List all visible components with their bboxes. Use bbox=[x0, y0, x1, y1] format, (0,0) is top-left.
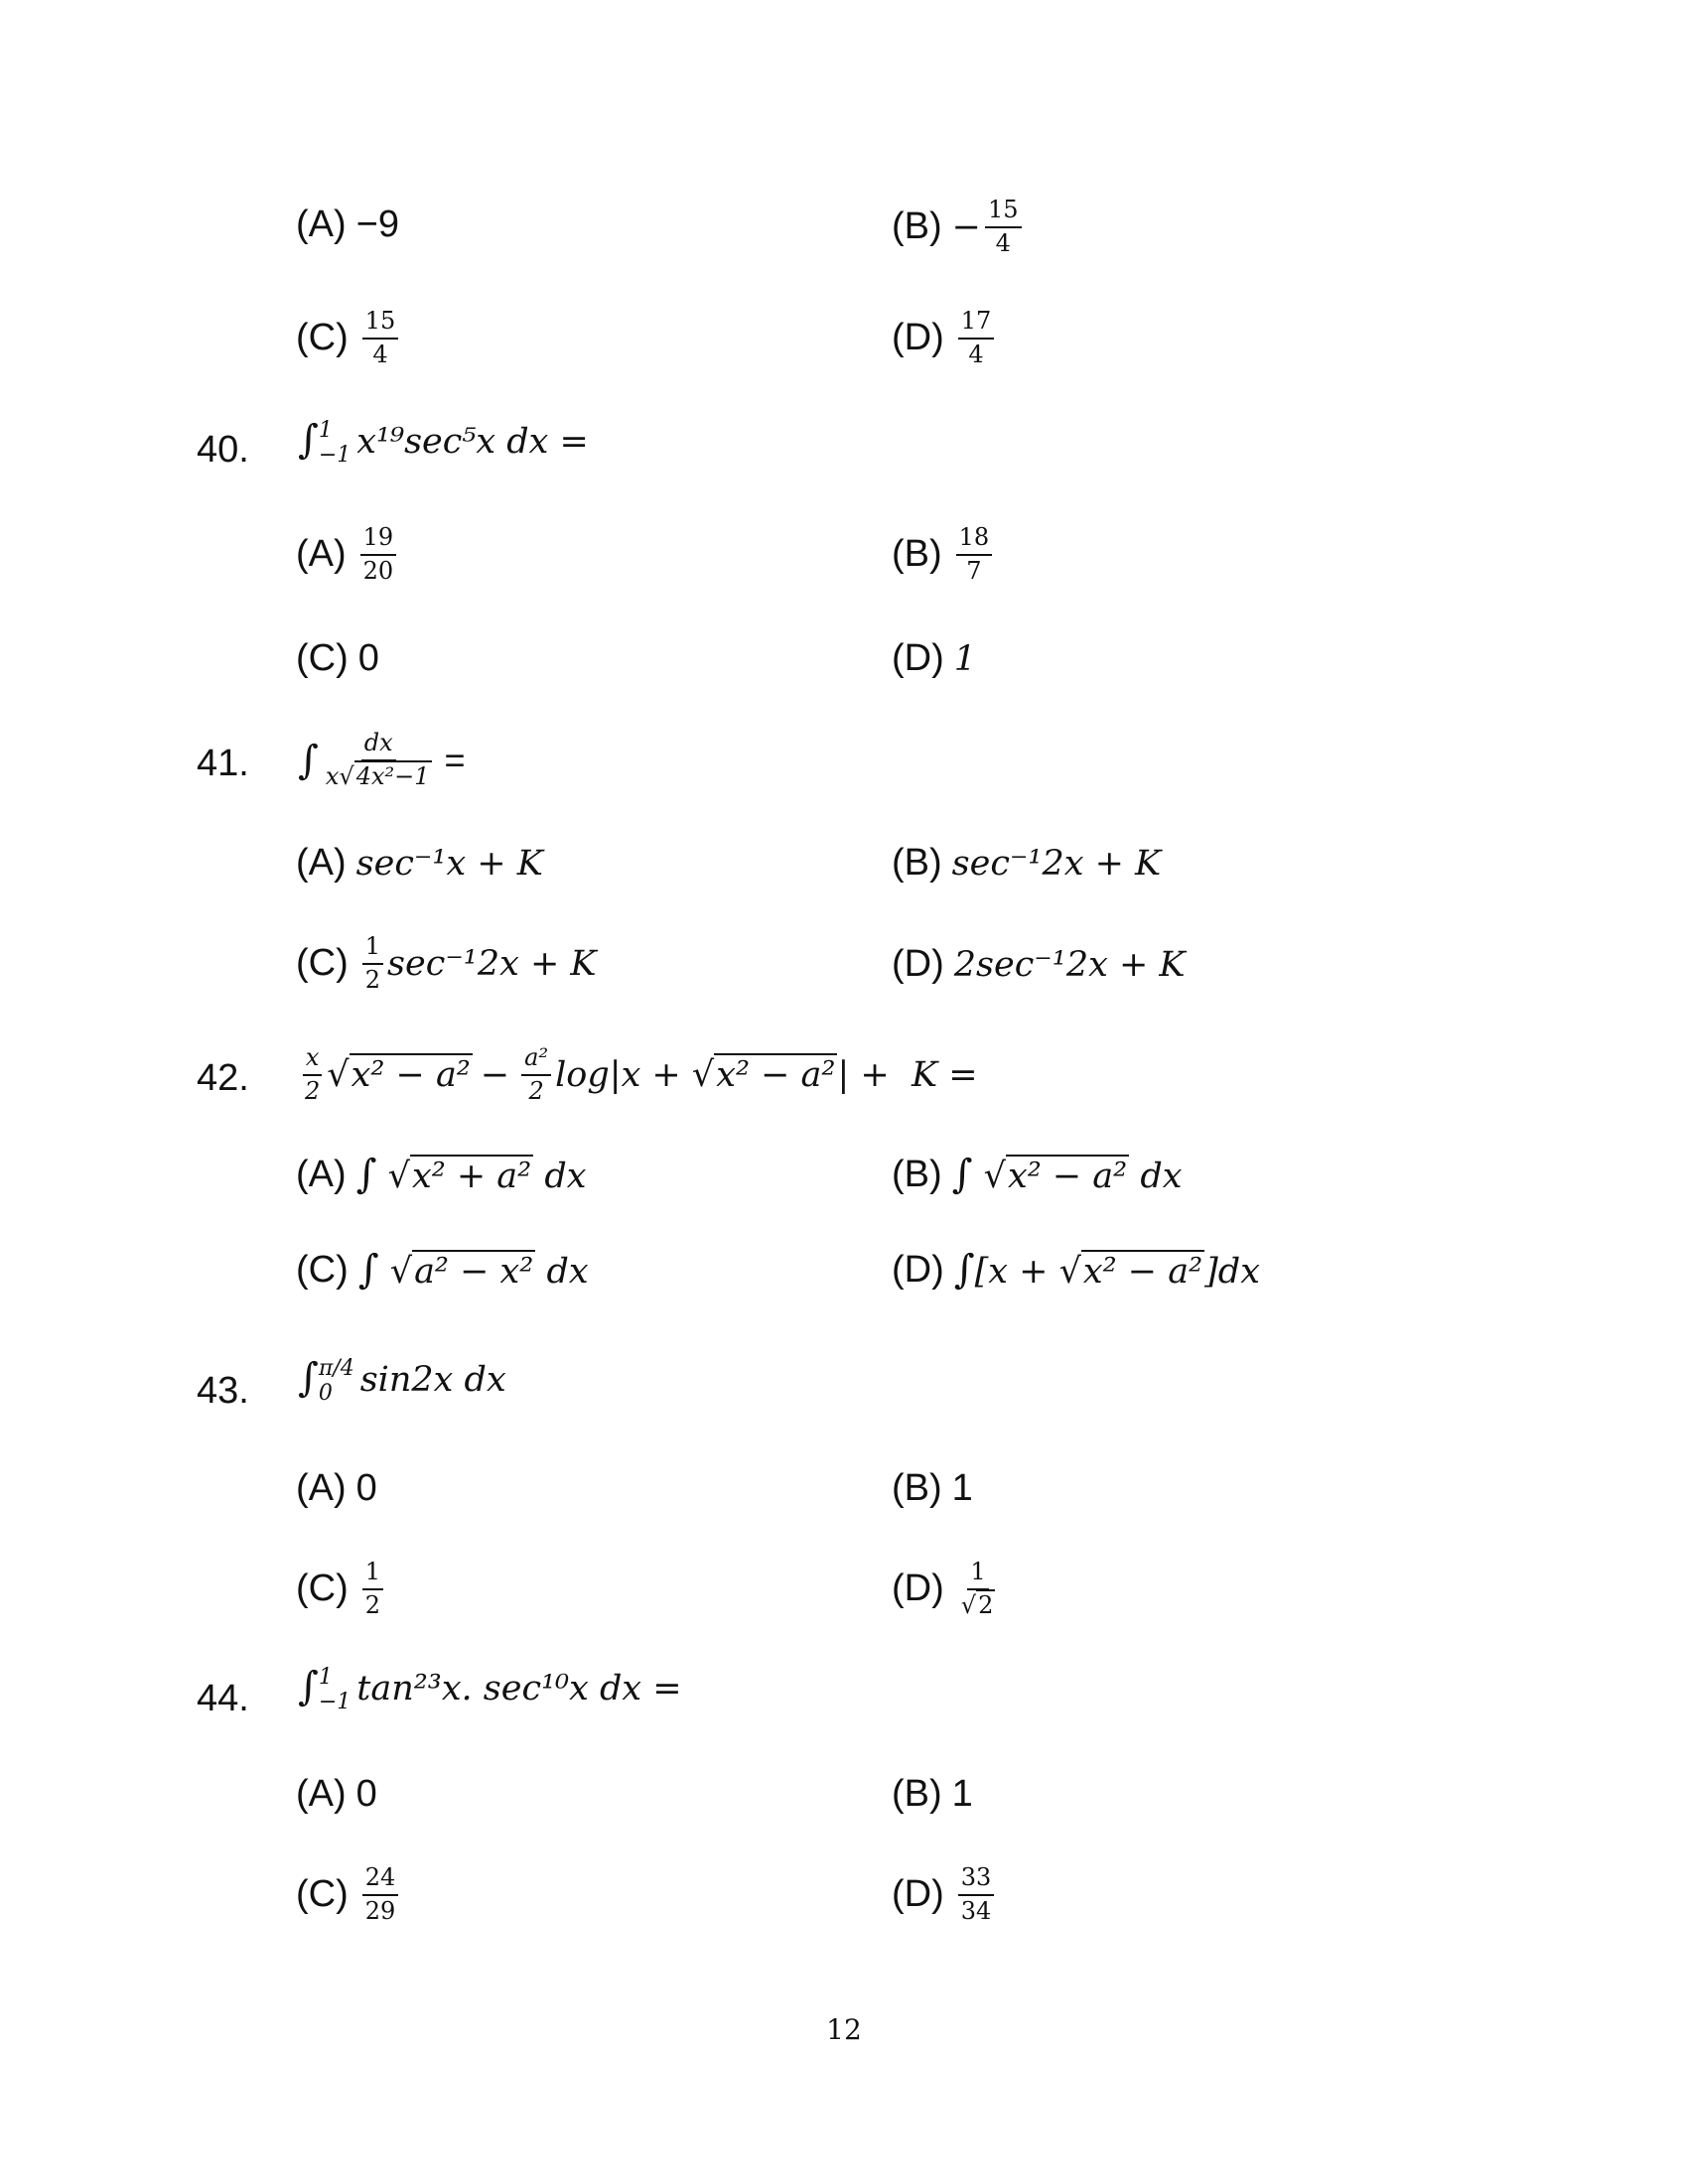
integral-sign-icon: ∫ bbox=[357, 1247, 379, 1293]
denominator: 2 bbox=[528, 1076, 544, 1105]
option-40-d bbox=[892, 637, 976, 680]
option-value: sec⁻¹2x + K bbox=[387, 943, 597, 984]
fraction bbox=[360, 524, 397, 585]
numerator: dx bbox=[361, 730, 396, 761]
radicand: 2 bbox=[978, 1590, 994, 1619]
numerator: 33 bbox=[958, 1864, 995, 1896]
log-term: log|x + bbox=[555, 1054, 692, 1095]
option-40-a bbox=[296, 524, 400, 585]
option-value: 1 bbox=[951, 1773, 973, 1815]
integrand: sin2x dx bbox=[359, 1360, 506, 1400]
option-value: sec⁻¹2x + K bbox=[951, 843, 1162, 884]
denominator: 7 bbox=[966, 556, 982, 585]
lower-limit: −1 bbox=[318, 442, 352, 468]
differential: ]dx bbox=[1204, 1252, 1260, 1292]
denominator: 29 bbox=[364, 1896, 396, 1925]
fraction bbox=[958, 308, 995, 368]
question-expression bbox=[298, 417, 589, 468]
option-label: (C) bbox=[296, 1873, 349, 1916]
option-39-b bbox=[892, 197, 1026, 257]
option-value: 0 bbox=[355, 1467, 377, 1509]
option-label: (B) bbox=[892, 1773, 942, 1815]
page-number: 12 bbox=[826, 2013, 862, 2046]
option-39-d bbox=[892, 308, 998, 368]
integrand: tan²³x. sec¹⁰x dx = bbox=[356, 1669, 682, 1708]
question-expression bbox=[298, 1664, 682, 1714]
numerator: x bbox=[303, 1044, 323, 1076]
integral-sign-icon: ∫ bbox=[355, 1152, 377, 1197]
integral-sign-icon: ∫ bbox=[298, 1664, 319, 1709]
integrand: x¹⁹sec⁵x dx = bbox=[356, 422, 589, 462]
differential: dx bbox=[546, 1252, 589, 1292]
minus-sign: − bbox=[480, 1054, 510, 1095]
denominator-prefix: x bbox=[325, 761, 340, 790]
minus-sign: − bbox=[951, 206, 981, 247]
fraction bbox=[302, 1044, 323, 1105]
option-value: −9 bbox=[355, 204, 399, 245]
option-40-b bbox=[892, 524, 996, 585]
integral-limits bbox=[319, 419, 351, 467]
option-label: (B) bbox=[892, 1467, 942, 1509]
option-label: (D) bbox=[892, 943, 944, 985]
denominator: 4 bbox=[995, 228, 1011, 257]
denominator: √2 bbox=[960, 1590, 994, 1619]
question-number: 40. bbox=[197, 429, 249, 471]
radicand: x² − a² bbox=[716, 1054, 836, 1095]
option-label: (C) bbox=[296, 1568, 349, 1610]
fraction bbox=[956, 524, 993, 585]
option-label: (B) bbox=[892, 1153, 942, 1195]
expression-tail: | + K = bbox=[837, 1054, 978, 1095]
radical bbox=[354, 763, 432, 791]
option-value: 2sec⁻¹2x + K bbox=[953, 944, 1186, 985]
integral-limits bbox=[319, 1357, 354, 1405]
integral-sign-icon: ∫ bbox=[298, 737, 319, 783]
radicand: x² − a² bbox=[1082, 1252, 1203, 1292]
fraction bbox=[362, 1559, 383, 1619]
radicand: 4x²−1 bbox=[355, 761, 430, 790]
option-43-b bbox=[892, 1467, 973, 1510]
fraction bbox=[362, 1864, 399, 1925]
numerator: 15 bbox=[985, 197, 1022, 228]
upper-limit: π/4 bbox=[318, 1356, 354, 1382]
option-label: (D) bbox=[892, 1248, 944, 1291]
question-expression bbox=[298, 730, 466, 790]
integral-sign-icon: ∫ bbox=[951, 1152, 973, 1197]
radical bbox=[410, 1157, 533, 1196]
option-label: (C) bbox=[296, 942, 349, 985]
option-39-c bbox=[296, 308, 402, 368]
option-label: (A) bbox=[296, 842, 347, 884]
option-label: (C) bbox=[296, 317, 349, 359]
option-label: (D) bbox=[892, 637, 944, 679]
question-number: 44. bbox=[197, 1678, 249, 1719]
option-label: (D) bbox=[892, 1873, 944, 1916]
denominator: 4 bbox=[372, 340, 388, 368]
numerator: 1 bbox=[967, 1559, 988, 1590]
integral-sign-icon: ∫ bbox=[298, 1355, 319, 1401]
question-number: 41. bbox=[197, 743, 249, 784]
radicand: a² − x² bbox=[414, 1252, 534, 1292]
option-42-c: (C) ∫ √a² − x² dx bbox=[296, 1247, 589, 1293]
option-41-c bbox=[296, 933, 597, 994]
option-41-d bbox=[892, 943, 1186, 986]
option-label: (C) bbox=[296, 637, 349, 679]
upper-limit: 1 bbox=[318, 418, 333, 444]
fraction bbox=[362, 933, 383, 994]
denominator: x√4x²−1 bbox=[325, 761, 430, 790]
option-44-b bbox=[892, 1773, 973, 1816]
option-label: (D) bbox=[892, 1568, 944, 1610]
option-label: (C) bbox=[296, 1248, 349, 1291]
radical bbox=[412, 1252, 535, 1292]
denominator: 2 bbox=[305, 1076, 321, 1105]
option-label: (B) bbox=[892, 533, 942, 576]
option-44-d bbox=[892, 1864, 998, 1925]
integral-limits bbox=[319, 1666, 351, 1713]
option-label: (D) bbox=[892, 317, 944, 359]
option-label: (A) bbox=[296, 204, 347, 245]
radicand: x² − a² bbox=[351, 1054, 471, 1095]
radicand: x² + a² bbox=[411, 1157, 532, 1196]
option-label: (B) bbox=[892, 205, 942, 248]
option-label: (A) bbox=[296, 1467, 347, 1509]
option-43-c bbox=[296, 1559, 387, 1619]
denominator: 2 bbox=[364, 1590, 381, 1619]
option-43-d bbox=[892, 1559, 1002, 1619]
fraction bbox=[521, 1044, 551, 1105]
option-44-c bbox=[296, 1864, 402, 1925]
denominator: 20 bbox=[362, 556, 394, 585]
numerator: 19 bbox=[360, 524, 397, 556]
radical bbox=[1081, 1252, 1204, 1292]
upper-limit: 1 bbox=[318, 1665, 333, 1691]
numerator: 1 bbox=[362, 933, 383, 965]
radical bbox=[350, 1055, 473, 1095]
option-label: (A) bbox=[296, 1773, 347, 1815]
option-39-a bbox=[296, 204, 399, 246]
integral-sign-icon: ∫ bbox=[953, 1247, 975, 1293]
question-expression bbox=[298, 1355, 506, 1406]
fraction bbox=[958, 1559, 999, 1619]
option-41-b bbox=[892, 842, 1161, 885]
option-42-d: (D) ∫[x + √x² − a²]dx bbox=[892, 1247, 1260, 1293]
option-value: 1 bbox=[951, 1467, 973, 1509]
differential: dx bbox=[544, 1157, 587, 1196]
numerator: 1 bbox=[362, 1559, 383, 1590]
differential: dx bbox=[1140, 1157, 1183, 1196]
lower-limit: 0 bbox=[318, 1380, 333, 1406]
integral-sign-icon: ∫ bbox=[298, 417, 319, 463]
numerator: a² bbox=[521, 1044, 551, 1076]
denominator: 2 bbox=[364, 965, 381, 994]
radicand: x² − a² bbox=[1007, 1157, 1128, 1196]
fraction bbox=[362, 308, 399, 368]
lower-limit: −1 bbox=[318, 1689, 352, 1714]
option-41-a bbox=[296, 842, 543, 885]
option-value: 0 bbox=[357, 637, 379, 679]
question-expression: $\frac{x}{2}$ √ x² − a² − $\frac{\text{a²}}{2}$ log|x + √ x² − a² | + K = bbox=[298, 1044, 978, 1105]
option-value: sec⁻¹x + K bbox=[355, 843, 543, 884]
question-number: 43. bbox=[197, 1370, 249, 1412]
option-42-b: (B) ∫ √x² − a² dx bbox=[892, 1152, 1183, 1197]
numerator: 24 bbox=[362, 1864, 399, 1896]
option-43-a bbox=[296, 1467, 377, 1510]
bracket-open: [x + bbox=[974, 1252, 1059, 1292]
fraction bbox=[958, 1864, 995, 1925]
numerator: 15 bbox=[362, 308, 399, 340]
option-label: (A) bbox=[296, 1153, 347, 1195]
denominator: 4 bbox=[968, 340, 984, 368]
option-44-a bbox=[296, 1773, 377, 1816]
numerator: 17 bbox=[958, 308, 995, 340]
question-number: 42. bbox=[197, 1057, 249, 1099]
option-40-c bbox=[296, 637, 379, 680]
option-label: (A) bbox=[296, 533, 347, 576]
radical bbox=[1006, 1157, 1129, 1196]
fraction bbox=[985, 197, 1022, 257]
option-label: (B) bbox=[892, 842, 942, 884]
numerator: 18 bbox=[956, 524, 993, 556]
option-value: 0 bbox=[355, 1773, 377, 1815]
option-42-a: (A) ∫ √x² + a² dx bbox=[296, 1152, 587, 1197]
fraction bbox=[323, 730, 435, 790]
denominator: 34 bbox=[960, 1896, 992, 1925]
equals-sign: = bbox=[444, 739, 466, 780]
option-value: 1 bbox=[953, 638, 977, 679]
radical bbox=[714, 1055, 837, 1095]
